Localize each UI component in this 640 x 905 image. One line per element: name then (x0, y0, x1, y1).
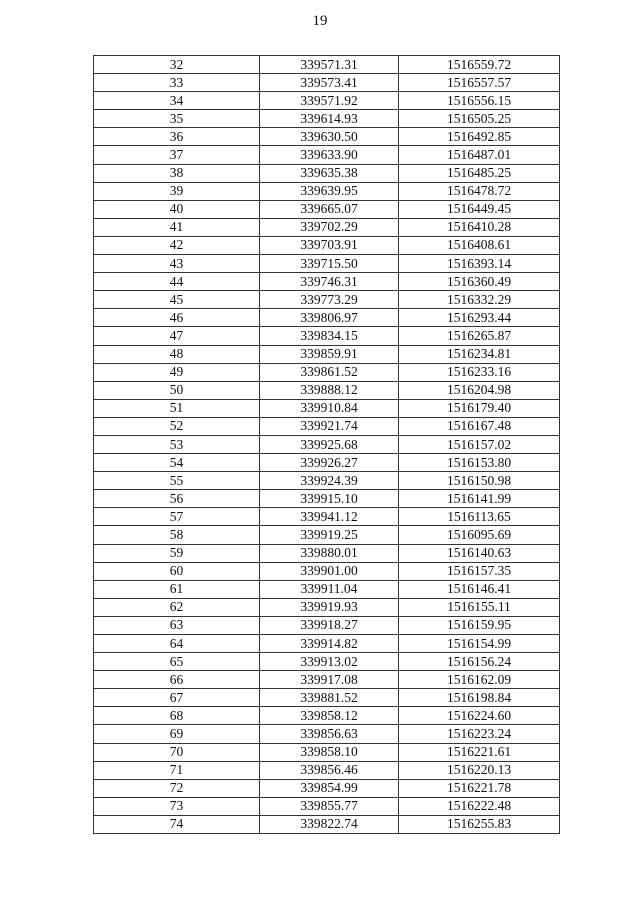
table-row (94, 363, 560, 381)
table-row (94, 146, 560, 164)
point-number-cell: 49 (94, 363, 260, 381)
point-number-cell: 68 (94, 707, 260, 725)
table-row (94, 128, 560, 146)
y-coordinate-cell: 1516410.28 (399, 218, 560, 236)
x-coordinate-cell: 339910.84 (260, 399, 399, 417)
x-coordinate-cell: 339639.95 (260, 182, 399, 200)
point-number-cell: 52 (94, 417, 260, 435)
x-coordinate-cell: 339918.27 (260, 616, 399, 634)
table-row (94, 779, 560, 797)
y-coordinate-cell: 1516095.69 (399, 526, 560, 544)
y-coordinate-cell: 1516233.16 (399, 363, 560, 381)
table-row (94, 472, 560, 490)
table-row (94, 74, 560, 92)
x-coordinate-cell: 339921.74 (260, 417, 399, 435)
x-coordinate-cell: 339856.46 (260, 761, 399, 779)
table-row (94, 273, 560, 291)
table-row (94, 671, 560, 689)
table-row (94, 526, 560, 544)
point-number-cell: 35 (94, 110, 260, 128)
point-number-cell: 62 (94, 598, 260, 616)
y-coordinate-cell: 1516153.80 (399, 454, 560, 472)
y-coordinate-cell: 1516492.85 (399, 128, 560, 146)
point-number-cell: 72 (94, 779, 260, 797)
x-coordinate-cell: 339917.08 (260, 671, 399, 689)
y-coordinate-cell: 1516221.61 (399, 743, 560, 761)
y-coordinate-cell: 1516198.84 (399, 689, 560, 707)
y-coordinate-cell: 1516179.40 (399, 399, 560, 417)
x-coordinate-cell: 339914.82 (260, 635, 399, 653)
y-coordinate-cell: 1516159.95 (399, 616, 560, 634)
point-number-cell: 39 (94, 182, 260, 200)
point-number-cell: 67 (94, 689, 260, 707)
x-coordinate-cell: 339633.90 (260, 146, 399, 164)
x-coordinate-cell: 339573.41 (260, 74, 399, 92)
y-coordinate-cell: 1516487.01 (399, 146, 560, 164)
x-coordinate-cell: 339880.01 (260, 544, 399, 562)
y-coordinate-cell: 1516223.24 (399, 725, 560, 743)
y-coordinate-cell: 1516224.60 (399, 707, 560, 725)
y-coordinate-cell: 1516155.11 (399, 598, 560, 616)
x-coordinate-cell: 339858.12 (260, 707, 399, 725)
point-number-cell: 61 (94, 580, 260, 598)
x-coordinate-cell: 339703.91 (260, 236, 399, 254)
y-coordinate-cell: 1516222.48 (399, 797, 560, 815)
point-number-cell: 65 (94, 653, 260, 671)
point-number-cell: 53 (94, 435, 260, 453)
table-row (94, 689, 560, 707)
x-coordinate-cell: 339911.04 (260, 580, 399, 598)
x-coordinate-cell: 339746.31 (260, 273, 399, 291)
x-coordinate-cell: 339858.10 (260, 743, 399, 761)
point-number-cell: 42 (94, 236, 260, 254)
point-number-cell: 70 (94, 743, 260, 761)
x-coordinate-cell: 339861.52 (260, 363, 399, 381)
y-coordinate-cell: 1516146.41 (399, 580, 560, 598)
point-number-cell: 47 (94, 327, 260, 345)
point-number-cell: 57 (94, 508, 260, 526)
table-row (94, 815, 560, 833)
y-coordinate-cell: 1516505.25 (399, 110, 560, 128)
x-coordinate-cell: 339913.02 (260, 653, 399, 671)
x-coordinate-cell: 339702.29 (260, 218, 399, 236)
x-coordinate-cell: 339859.91 (260, 345, 399, 363)
page-number: 19 (312, 13, 328, 29)
point-number-cell: 43 (94, 255, 260, 273)
table-row (94, 490, 560, 508)
point-number-cell: 33 (94, 74, 260, 92)
point-number-cell: 38 (94, 164, 260, 182)
table-row (94, 92, 560, 110)
x-coordinate-cell: 339925.68 (260, 435, 399, 453)
y-coordinate-cell: 1516265.87 (399, 327, 560, 345)
point-number-cell: 37 (94, 146, 260, 164)
y-coordinate-cell: 1516140.63 (399, 544, 560, 562)
table-row (94, 797, 560, 815)
table-row (94, 291, 560, 309)
x-coordinate-cell: 339915.10 (260, 490, 399, 508)
table-row (94, 580, 560, 598)
point-number-cell: 32 (94, 56, 260, 74)
table-row (94, 164, 560, 182)
point-number-cell: 66 (94, 671, 260, 689)
point-number-cell: 55 (94, 472, 260, 490)
y-coordinate-cell: 1516157.35 (399, 562, 560, 580)
y-coordinate-cell: 1516393.14 (399, 255, 560, 273)
point-number-cell: 36 (94, 128, 260, 146)
table-row (94, 562, 560, 580)
table-row (94, 508, 560, 526)
y-coordinate-cell: 1516255.83 (399, 815, 560, 833)
x-coordinate-cell: 339855.77 (260, 797, 399, 815)
x-coordinate-cell: 339806.97 (260, 309, 399, 327)
table-row (94, 454, 560, 472)
x-coordinate-cell: 339924.39 (260, 472, 399, 490)
table-row (94, 743, 560, 761)
x-coordinate-cell: 339773.29 (260, 291, 399, 309)
table-row (94, 345, 560, 363)
x-coordinate-cell: 339919.25 (260, 526, 399, 544)
x-coordinate-cell: 339630.50 (260, 128, 399, 146)
x-coordinate-cell: 339715.50 (260, 255, 399, 273)
table-row (94, 761, 560, 779)
y-coordinate-cell: 1516141.99 (399, 490, 560, 508)
table-row (94, 56, 560, 74)
table-row (94, 381, 560, 399)
point-number-cell: 69 (94, 725, 260, 743)
point-number-cell: 41 (94, 218, 260, 236)
y-coordinate-cell: 1516557.57 (399, 74, 560, 92)
point-number-cell: 56 (94, 490, 260, 508)
point-number-cell: 40 (94, 200, 260, 218)
x-coordinate-cell: 339919.93 (260, 598, 399, 616)
y-coordinate-cell: 1516162.09 (399, 671, 560, 689)
point-number-cell: 50 (94, 381, 260, 399)
x-coordinate-cell: 339571.31 (260, 56, 399, 74)
table-row (94, 218, 560, 236)
x-coordinate-cell: 339822.74 (260, 815, 399, 833)
point-number-cell: 59 (94, 544, 260, 562)
point-number-cell: 71 (94, 761, 260, 779)
table-row (94, 236, 560, 254)
y-coordinate-cell: 1516167.48 (399, 417, 560, 435)
table-row (94, 635, 560, 653)
y-coordinate-cell: 1516559.72 (399, 56, 560, 74)
x-coordinate-cell: 339834.15 (260, 327, 399, 345)
point-number-cell: 46 (94, 309, 260, 327)
table-row (94, 435, 560, 453)
y-coordinate-cell: 1516478.72 (399, 182, 560, 200)
point-number-cell: 48 (94, 345, 260, 363)
y-coordinate-cell: 1516154.99 (399, 635, 560, 653)
x-coordinate-cell: 339614.93 (260, 110, 399, 128)
x-coordinate-cell: 339881.52 (260, 689, 399, 707)
point-number-cell: 58 (94, 526, 260, 544)
y-coordinate-cell: 1516234.81 (399, 345, 560, 363)
table-row (94, 616, 560, 634)
y-coordinate-cell: 1516113.65 (399, 508, 560, 526)
y-coordinate-cell: 1516293.44 (399, 309, 560, 327)
table-row (94, 255, 560, 273)
x-coordinate-cell: 339571.92 (260, 92, 399, 110)
table-row (94, 598, 560, 616)
point-number-cell: 73 (94, 797, 260, 815)
y-coordinate-cell: 1516449.45 (399, 200, 560, 218)
point-number-cell: 34 (94, 92, 260, 110)
x-coordinate-cell: 339856.63 (260, 725, 399, 743)
point-number-cell: 54 (94, 454, 260, 472)
y-coordinate-cell: 1516220.13 (399, 761, 560, 779)
point-number-cell: 64 (94, 635, 260, 653)
coordinates-table-body (94, 56, 560, 834)
y-coordinate-cell: 1516332.29 (399, 291, 560, 309)
point-number-cell: 60 (94, 562, 260, 580)
x-coordinate-cell: 339901.00 (260, 562, 399, 580)
y-coordinate-cell: 1516204.98 (399, 381, 560, 399)
y-coordinate-cell: 1516408.61 (399, 236, 560, 254)
x-coordinate-cell: 339635.38 (260, 164, 399, 182)
point-number-cell: 44 (94, 273, 260, 291)
point-number-cell: 45 (94, 291, 260, 309)
table-row (94, 200, 560, 218)
y-coordinate-cell: 1516150.98 (399, 472, 560, 490)
y-coordinate-cell: 1516360.49 (399, 273, 560, 291)
table-row (94, 653, 560, 671)
x-coordinate-cell: 339854.99 (260, 779, 399, 797)
table-row (94, 182, 560, 200)
table-row (94, 725, 560, 743)
x-coordinate-cell: 339941.12 (260, 508, 399, 526)
table-row (94, 309, 560, 327)
x-coordinate-cell: 339665.07 (260, 200, 399, 218)
y-coordinate-cell: 1516156.24 (399, 653, 560, 671)
y-coordinate-cell: 1516221.78 (399, 779, 560, 797)
y-coordinate-cell: 1516157.02 (399, 435, 560, 453)
table-row (94, 327, 560, 345)
point-number-cell: 63 (94, 616, 260, 634)
y-coordinate-cell: 1516485.25 (399, 164, 560, 182)
y-coordinate-cell: 1516556.15 (399, 92, 560, 110)
table-row (94, 399, 560, 417)
x-coordinate-cell: 339888.12 (260, 381, 399, 399)
table-row (94, 417, 560, 435)
point-number-cell: 74 (94, 815, 260, 833)
table-row (94, 544, 560, 562)
table-row (94, 707, 560, 725)
table-row (94, 110, 560, 128)
coordinates-table (93, 55, 560, 834)
point-number-cell: 51 (94, 399, 260, 417)
x-coordinate-cell: 339926.27 (260, 454, 399, 472)
